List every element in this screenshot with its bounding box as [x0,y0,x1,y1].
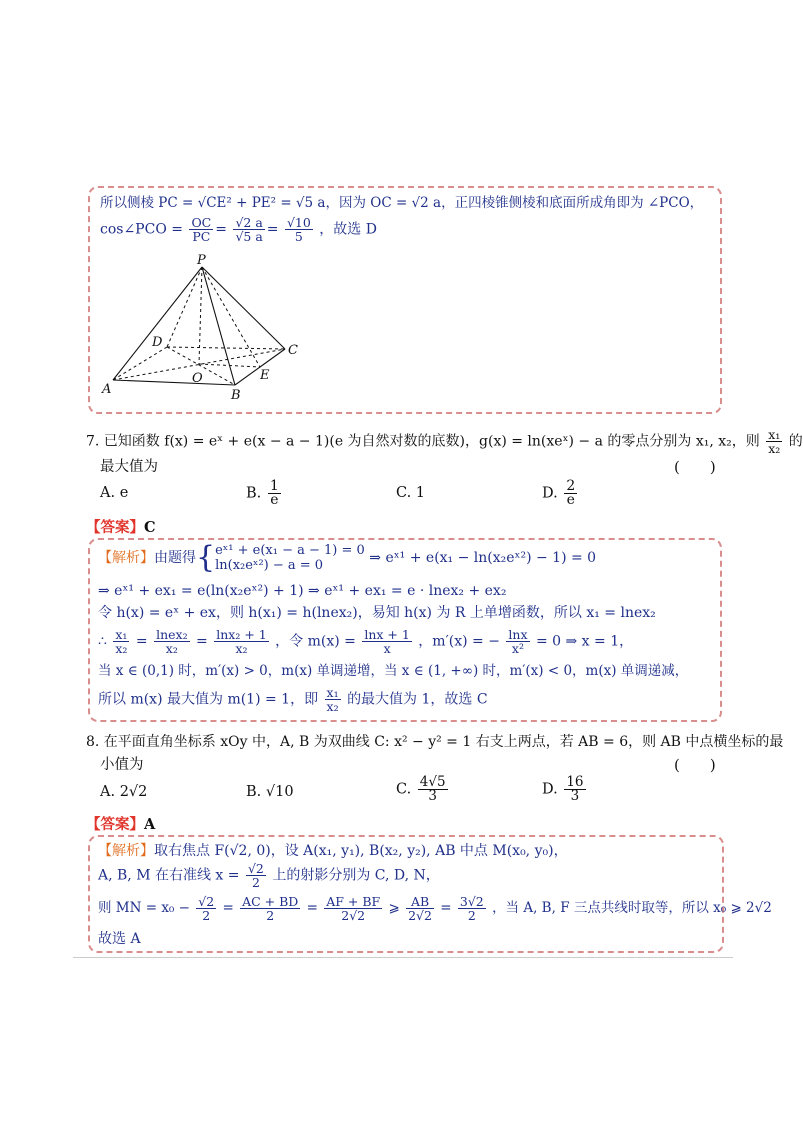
solution-line: 当 x ∈ (0,1) 时，m′(x) > 0，m(x) 单调递增，当 x ∈ (1, +∞) 时，m′(x) < 0，m(x) 单调递减， [98,663,689,679]
solution-line: 则 MN = x₀ − $\frac{√2}{2}$ = $\frac{AC + BD}{2}$ = $\frac{AF + BF}{2√2}$ ⩾ $\frac{AB}{2√2}$ = $\frac{3√2}{2}$ ，当 A, B, F 三点共线时取等，所以 x₀ ⩾ 2√2 [98,894,772,923]
answer-paren: ( ) [674,458,716,476]
label-c: C [288,343,298,358]
question-7-line2: 最大值为 [100,459,158,475]
question-8: 8. 在平面直角坐标系 xOy 中，A, B 为双曲线 C: x² − y² = 1 右支上两点，若 AB = 6，则 AB 中点横坐标的最 [86,734,784,750]
label-e: E [260,368,270,383]
option-b: B. $\frac{1}{e}$ [246,478,279,508]
solution-line: A, B, M 在右准线 x = $\frac{√2}{2}$ 上的射影分别为 C, D, N， [98,861,440,890]
question-8-line2: 小值为 [100,757,144,773]
option-c: C. 1 [396,485,426,501]
answer-8: 【答案】A [86,816,156,833]
answer-paren: ( ) [674,756,716,774]
option-a: A. e [100,485,129,501]
label-a: A [102,382,112,397]
pyramid-figure [95,252,315,402]
option-d: D. $\frac{16}{3}$ [542,774,584,804]
label-p: P [197,253,206,268]
solution-line: 所以侧棱 PC = √CE² + PE² = √5 a，因为 OC = √2 a，正四棱锥侧棱和底面所成角即为 ∠PCO， [100,195,704,211]
fraction: $\frac{OC}{PC}$ [191,215,212,244]
solution-line: ∴ $\frac{\text{x₁}}{\text{x₂}}$ = $\frac{\text{lnex₂}}{\text{x₂}}$ = $\frac{\text{lnx₂ + 1}}{\text{x₂}}$ ，令 m(x) = $\frac{\ln x + 1}{x}$ ，m′(x) = − $\frac{\ln x}{\text{x²}}$ = 0 ⇒ x = 1， [98,627,634,656]
question-7: 7. 已知函数 f(x) = eˣ + e(x − a − 1)(e 为自然对数的底数)，g(x) = ln(xeˣ) − a 的零点分别为 x₁, x₂，则 $\frac{\text{x₁}}{\text{x₂}}$ 的 [86,427,803,456]
solution-line: 所以 m(x) 最大值为 m(1) = 1，即 $\frac{\text{x₁}}{\text{x₂}}$ 的最大值为 1，故选 C [98,685,488,714]
option-c: C. $\frac{4√5}{3}$ [396,774,446,804]
label-d: D [152,335,163,350]
solution-line: 令 h(x) = eˣ + ex，则 h(x₁) = h(lnex₂)，易知 h(x) 为 R 上单增函数，所以 x₁ = lnex₂ [98,605,656,621]
solution-line: 【解析】取右焦点 F(√2, 0)，设 A(x₁, y₁), B(x₂, y₂), AB 中点 M(x₀, y₀)， [98,843,568,859]
fraction: $\frac{√2 a}{√5 a}$ [235,215,263,244]
solution-line-cos: cos∠PCO = $\frac{OC}{PC}$ = $\frac{√2 a}{√5 a}$ = $\frac{√10}{5}$ ，故选 D [100,215,377,244]
solution-line: ⇒ eˣ¹ + ex₁ = e(ln(x₂eˣ²) + 1) ⇒ eˣ¹ + ex₁ = e · lnex₂ + ex₂ [98,583,507,599]
option-a: A. 2√2 [100,784,148,800]
label-o: O [192,371,203,386]
answer-7: 【答案】C [86,519,156,536]
fraction: $\frac{√10}{5}$ [286,215,311,244]
label-b: B [231,388,241,403]
option-b: B. √10 [246,784,294,800]
option-d: D. $\frac{2}{e}$ [542,478,576,508]
fraction: $\frac{\text{x₁}}{\text{x₂}}$ [768,427,781,456]
solution-line: 故选 A [98,931,141,947]
solution-line: 【解析】由题得{eˣ¹ + e(x₁ − a − 1) = 0 ln(x₂eˣ²) − a = 0 ⇒ eˣ¹ + e(x₁ − ln(x₂eˣ²) − 1) = 0 [98,540,597,575]
page-divider [73,957,733,958]
